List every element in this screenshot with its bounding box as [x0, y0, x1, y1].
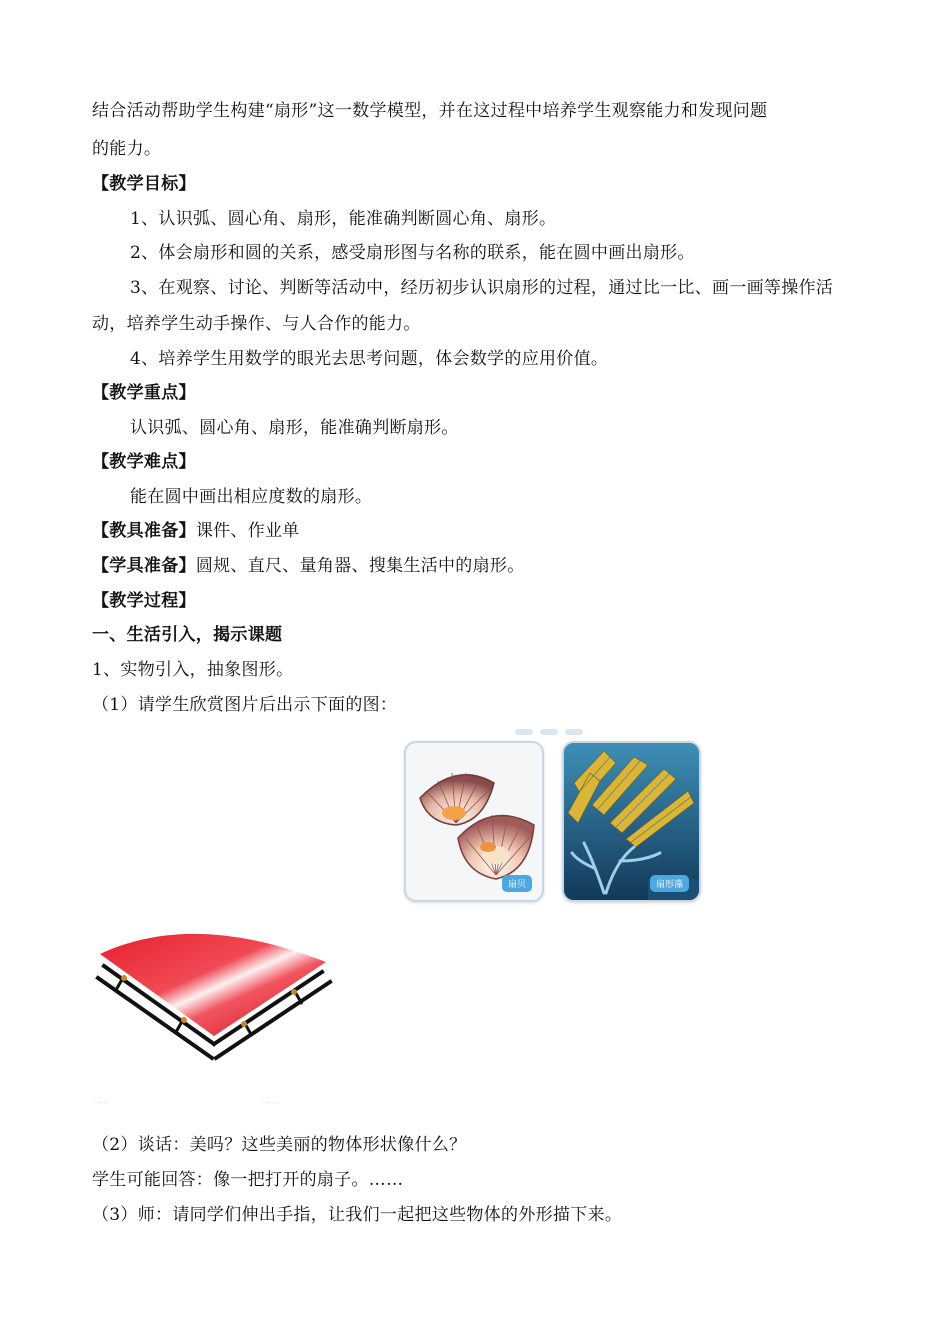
- fan-algae-photo: [562, 741, 701, 902]
- scallop-label: 扇贝: [502, 875, 532, 892]
- key-points-heading: 【教学重点】: [92, 383, 196, 403]
- photo-tab-strip: [513, 722, 588, 730]
- objective-item-4: 4、培养学生用数学的眼光去思考问题，体会数学的应用价值。: [130, 349, 609, 369]
- difficulties-text: 能在圆中画出相应度数的扇形。: [130, 487, 373, 507]
- intro-line-1: 结合活动帮助学生构建“扇形”这一数学模型，并在这过程中培养学生观察能力和发现问题: [92, 101, 768, 121]
- watermark-right: ·········: [262, 1100, 280, 1107]
- step-1: 1、实物引入，抽象图形。: [92, 660, 294, 680]
- sub-step-1: （1）请学生欣赏图片后出示下面的图：: [92, 695, 398, 715]
- student-tools: [92, 554, 525, 578]
- watermark-left: ·······: [94, 1100, 108, 1107]
- fan-algae-label: 扇形藻: [650, 875, 689, 892]
- objective-item-3-line-2: 动，培养学生动手操作、与人合作的能力。: [92, 314, 421, 334]
- section-1-title: 一、生活引入，揭示课题: [92, 625, 283, 645]
- intro-line-2: 的能力。: [92, 139, 162, 159]
- red-fan-image: [94, 918, 334, 1068]
- key-points-text: 认识弧、圆心角、扇形，能准确判断扇形。: [130, 418, 459, 438]
- student-tools-text: 圆规、直尺、量角器、搜集生活中的扇形。: [195, 556, 525, 576]
- teacher-tools: [92, 519, 300, 543]
- difficulties-heading: 【教学难点】: [92, 452, 196, 472]
- objective-item-2: 2、体会扇形和圆的关系，感受扇形图与名称的联系，能在圆中画出扇形。: [130, 243, 695, 263]
- student-answer: 学生可能回答：像一把打开的扇子。……: [92, 1170, 404, 1190]
- sub-step-3: （3）师：请同学们伸出手指，让我们一起把这些物体的外形描下来。: [92, 1205, 623, 1225]
- sub-step-2: （2）谈话：美吗？这些美丽的物体形状像什么？: [92, 1135, 467, 1155]
- scallop-photo: [404, 741, 544, 902]
- objectives-heading: 【教学目标】: [92, 174, 196, 194]
- objective-item-1: 1、认识弧、圆心角、扇形，能准确判断圆心角、扇形。: [130, 209, 557, 229]
- process-heading: 【教学过程】: [92, 591, 196, 611]
- objective-item-3-line-1: 3、在观察、讨论、判断等活动中，经历初步认识扇形的过程，通过比一比、画一画等操作活: [130, 278, 834, 298]
- student-tools-heading: 【学具准备】: [92, 556, 196, 576]
- teacher-tools-text: 课件、作业单: [195, 521, 300, 541]
- teacher-tools-heading: 【教具准备】: [92, 521, 196, 541]
